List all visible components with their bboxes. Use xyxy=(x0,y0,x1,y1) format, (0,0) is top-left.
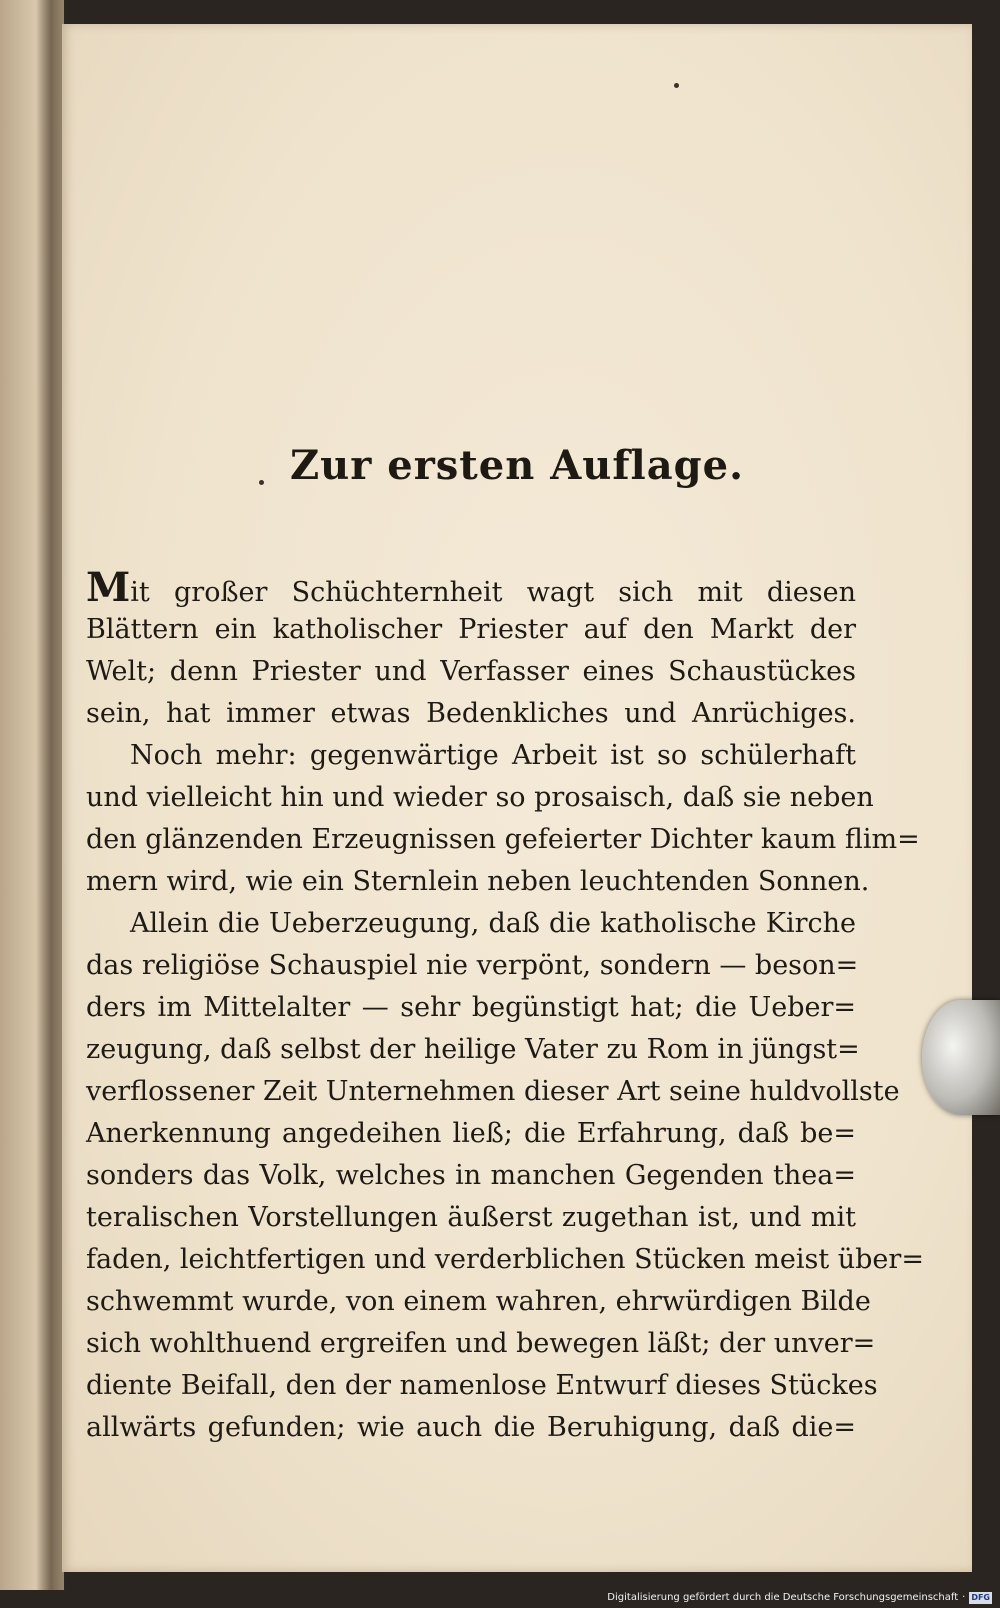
text-line: sich wohlthuend ergreifen und bewegen läßt; der unver= xyxy=(86,1328,876,1359)
text-line: das religiöse Schauspiel nie verpönt, sondern — beson= xyxy=(86,950,859,981)
text-line: teralischen Vorstellungen äußerst zugethan ist, und mit xyxy=(86,1202,856,1233)
drop-initial: M xyxy=(86,564,131,611)
text-line: Anerkennung angedeihen ließ; die Erfahrung, daß be= xyxy=(86,1118,856,1149)
dfg-logo-icon: DFG xyxy=(971,1593,990,1602)
credit-text: Digitalisierung gefördert durch die Deutsche Forschungsgemeinschaft xyxy=(607,1592,959,1603)
text-line: allwärts gefunden; wie auch die Beruhigung, daß die= xyxy=(86,1412,856,1443)
text-line: diente Beifall, den der namenlose Entwurf dieses Stückes xyxy=(86,1370,878,1401)
text-line: Noch mehr: gegenwärtige Arbeit ist so schülerhaft xyxy=(130,740,856,771)
page-clip xyxy=(922,1000,1000,1115)
show-through-text xyxy=(162,279,922,569)
text-line: ders im Mittelalter — sehr begünstigt hat; die Ueber= xyxy=(86,992,856,1023)
chapter-title: Zur ersten Auflage. xyxy=(289,442,745,489)
text-line: sonders das Volk, welches in manchen Gegenden thea= xyxy=(86,1160,856,1191)
page-speck xyxy=(674,83,679,88)
text-line: zeugung, daß selbst der heilige Vater zu Rom in jüngst= xyxy=(86,1034,860,1065)
text-line: und vielleicht hin und wieder so prosaisch, daß sie neben xyxy=(86,782,874,813)
text-line: verflossener Zeit Unternehmen dieser Art seine huldvollste xyxy=(86,1076,900,1107)
text-line: Welt; denn Priester und Verfasser eines Schaustückes xyxy=(86,656,856,687)
text-line: sein, hat immer etwas Bedenkliches und Anrüchiges. xyxy=(86,698,856,729)
text-line: Mit großer Schüchternheit wagt sich mit diesen xyxy=(86,564,856,611)
digitization-credit: Digitalisierung gefördert durch die Deutsche Forschungsgemeinschaft · DFG xyxy=(607,1592,990,1603)
text-line: schwemmt wurde, von einem wahren, ehrwürdigen Bilde xyxy=(86,1286,871,1317)
book-page xyxy=(62,24,972,1572)
text-line: mern wird, wie ein Sternlein neben leuchtenden Sonnen. xyxy=(86,866,870,897)
text-line: Allein die Ueberzeugung, daß die katholische Kirche xyxy=(130,908,856,939)
text-line: Blättern ein katholischer Priester auf den Markt der xyxy=(86,614,856,645)
text-line: den glänzenden Erzeugnissen gefeierter Dichter kaum flim= xyxy=(86,824,920,855)
text-line: faden, leichtfertigen und verderblichen Stücken meist über= xyxy=(86,1244,924,1275)
body-text xyxy=(86,564,924,1449)
